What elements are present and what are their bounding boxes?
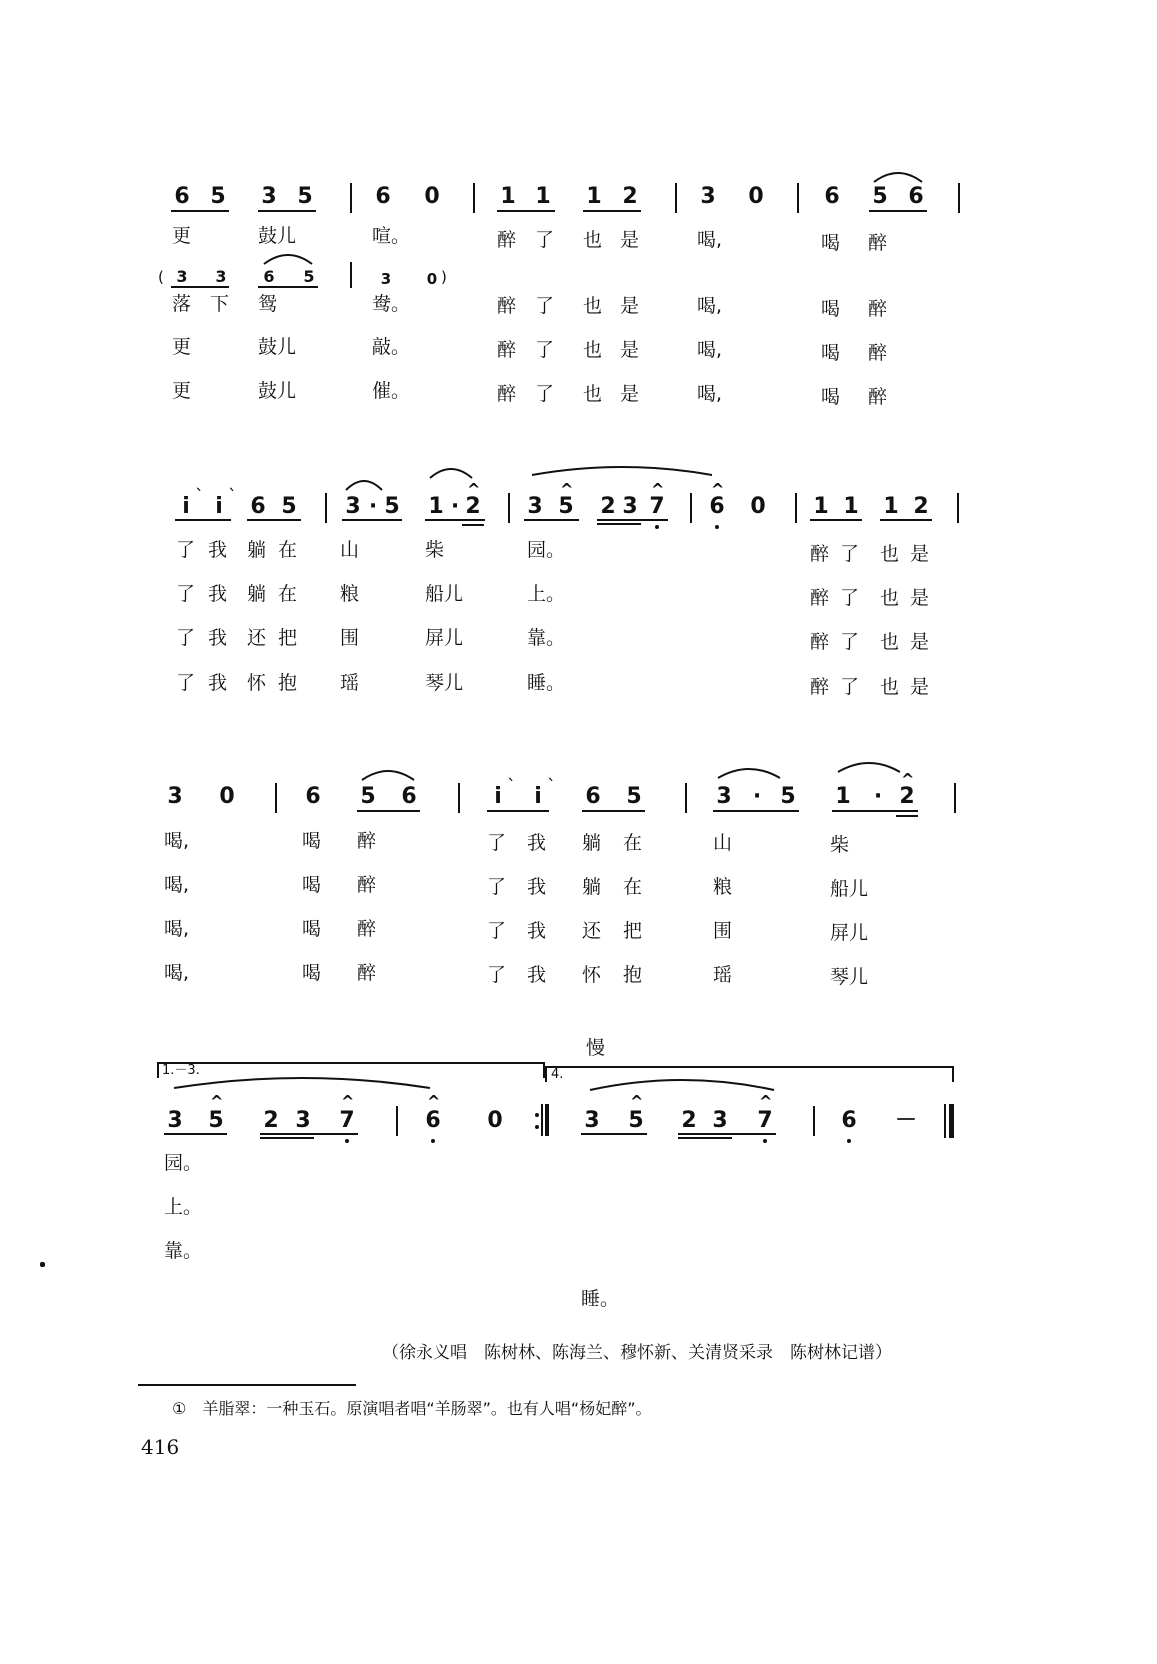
accent-mark: ^ bbox=[210, 1092, 224, 1111]
slur bbox=[836, 760, 902, 774]
beam bbox=[258, 210, 316, 212]
lyric: 也 bbox=[880, 631, 900, 653]
low-octave-dot bbox=[715, 525, 719, 529]
lyric: 园。 bbox=[164, 1152, 203, 1174]
lyric: 躺 bbox=[582, 876, 602, 898]
beam bbox=[524, 519, 579, 521]
lyric: 瑶 bbox=[713, 964, 733, 986]
lyric: 也 bbox=[583, 295, 603, 317]
lyric: 还 bbox=[582, 920, 602, 942]
accent-mark: ^ bbox=[467, 480, 481, 499]
lyric: 喝 bbox=[821, 386, 841, 408]
lyric: 了 bbox=[840, 543, 860, 565]
slur bbox=[428, 466, 474, 480]
lyric: 喝 bbox=[302, 918, 322, 940]
note: 2 bbox=[600, 494, 616, 519]
beam bbox=[342, 519, 402, 521]
accent-mark: ^ bbox=[759, 1092, 773, 1111]
lyric: 喝 bbox=[821, 298, 841, 320]
note: 5 bbox=[297, 184, 313, 209]
lyric: 喧。 bbox=[372, 225, 411, 247]
lyric: 靠。 bbox=[164, 1240, 203, 1262]
lyric: 喝 bbox=[302, 874, 322, 896]
barline bbox=[350, 262, 352, 288]
note: · bbox=[873, 784, 883, 809]
lyric: 我 bbox=[208, 672, 228, 694]
note: 3 bbox=[261, 184, 277, 209]
note: 2 bbox=[899, 784, 915, 809]
note: 6 bbox=[709, 494, 725, 519]
footnote: ① 羊脂翠：一种玉石。原演唱者唱“羊肠翠”。也有人唱“杨妃醉”。 bbox=[172, 1399, 652, 1418]
lyric: 喝, bbox=[697, 383, 723, 405]
lyric: 船儿 bbox=[830, 878, 869, 900]
beam bbox=[583, 210, 641, 212]
beam bbox=[832, 810, 918, 812]
lyric: 醉 bbox=[868, 386, 888, 408]
note: 5 bbox=[384, 494, 400, 519]
note: 6 bbox=[585, 784, 601, 809]
note: · bbox=[752, 784, 762, 809]
lyric: 上。 bbox=[164, 1196, 203, 1218]
lyric: 是 bbox=[620, 295, 640, 317]
note: 6 bbox=[425, 1108, 441, 1133]
note: 1 bbox=[586, 184, 602, 209]
barline bbox=[958, 183, 960, 213]
note: i bbox=[182, 494, 190, 519]
beam bbox=[258, 286, 318, 288]
lyric: 把 bbox=[623, 920, 643, 942]
final-barline-thick bbox=[949, 1104, 954, 1138]
volta-label-2: 4. bbox=[551, 1067, 564, 1082]
slur bbox=[588, 1076, 776, 1092]
note: 6 bbox=[824, 184, 840, 209]
lyric: 围 bbox=[340, 627, 360, 649]
lyric: 喝, bbox=[164, 874, 190, 896]
footnote-rule bbox=[138, 1384, 356, 1386]
lyric: 更 bbox=[172, 336, 192, 358]
accent-mark: ^ bbox=[901, 770, 915, 789]
beam bbox=[260, 1133, 358, 1135]
note: 3 bbox=[716, 784, 732, 809]
barline bbox=[797, 183, 799, 213]
lyric: 下 bbox=[210, 293, 230, 315]
beam bbox=[597, 519, 668, 521]
breath-mark: ˋ bbox=[547, 776, 556, 797]
low-octave-dot bbox=[763, 1139, 767, 1143]
breath-mark: ˋ bbox=[195, 486, 204, 507]
volta-label-1: 1.－3. bbox=[162, 1063, 200, 1078]
low-octave-dot bbox=[655, 525, 659, 529]
lyric: 琴儿 bbox=[425, 672, 464, 694]
note: 6 bbox=[263, 267, 275, 286]
beam bbox=[896, 815, 918, 817]
lyric: 怀 bbox=[582, 964, 602, 986]
slur bbox=[530, 463, 714, 477]
lyric: 在 bbox=[623, 876, 643, 898]
barline bbox=[795, 493, 797, 523]
note: 1 bbox=[428, 494, 444, 519]
lyric: 了 bbox=[176, 583, 196, 605]
accent-mark: ^ bbox=[711, 480, 725, 499]
barline bbox=[675, 183, 677, 213]
lyric: 了 bbox=[840, 587, 860, 609]
lyric: 喝 bbox=[821, 232, 841, 254]
lyric: 醉 bbox=[868, 342, 888, 364]
note: 6 bbox=[375, 184, 391, 209]
note: 7 bbox=[339, 1108, 355, 1133]
lyric: 抱 bbox=[278, 672, 298, 694]
lyric: 还 bbox=[247, 627, 267, 649]
lyric: 也 bbox=[583, 383, 603, 405]
lyric: 了 bbox=[176, 539, 196, 561]
lyric: 醉 bbox=[497, 229, 517, 251]
lyric: 醉 bbox=[868, 232, 888, 254]
lyric: 喝, bbox=[697, 295, 723, 317]
tempo-marking: 慢 bbox=[586, 1037, 606, 1059]
lyric: 躺 bbox=[582, 832, 602, 854]
slur bbox=[262, 252, 314, 266]
note: 3 bbox=[345, 494, 361, 519]
slur bbox=[716, 766, 782, 780]
note: 6 bbox=[174, 184, 190, 209]
lyric: 琴儿 bbox=[830, 966, 869, 988]
lyric: 围 bbox=[713, 920, 733, 942]
barline bbox=[473, 183, 475, 213]
note: 6 bbox=[250, 494, 266, 519]
note: 2 bbox=[681, 1108, 697, 1133]
note: 0 bbox=[424, 184, 440, 209]
lyric: 上。 bbox=[527, 583, 566, 605]
barline bbox=[957, 493, 959, 523]
note: 5 bbox=[780, 784, 796, 809]
note: 6 bbox=[401, 784, 417, 809]
note: 6 bbox=[841, 1108, 857, 1133]
lyric: 喝, bbox=[164, 918, 190, 940]
lyric: 粮 bbox=[340, 583, 360, 605]
beam bbox=[425, 519, 485, 521]
lyric: 瑶 bbox=[340, 672, 360, 694]
slur bbox=[360, 768, 416, 782]
beam bbox=[810, 519, 862, 521]
lyric: 鸯。 bbox=[372, 293, 411, 315]
lyric: 我 bbox=[208, 627, 228, 649]
note: 3 bbox=[295, 1108, 311, 1133]
lyric: 是 bbox=[910, 631, 930, 653]
lyric: 我 bbox=[208, 583, 228, 605]
beam bbox=[597, 523, 641, 525]
lyric: 我 bbox=[527, 876, 547, 898]
note: 0 bbox=[750, 494, 766, 519]
note: 0 bbox=[748, 184, 764, 209]
beam bbox=[582, 810, 645, 812]
note: 5 bbox=[872, 184, 888, 209]
lyric: 我 bbox=[527, 832, 547, 854]
lyric: 屏儿 bbox=[425, 627, 464, 649]
lyric: 了 bbox=[840, 631, 860, 653]
lyric: 船儿 bbox=[425, 583, 464, 605]
lyric: 是 bbox=[620, 229, 640, 251]
lyric: 醉 bbox=[810, 676, 830, 698]
lyric: 更 bbox=[172, 225, 192, 247]
lyric: 鼓儿 bbox=[258, 336, 297, 358]
beam bbox=[171, 286, 229, 288]
lyric: 屏儿 bbox=[830, 922, 869, 944]
lyric: 落 bbox=[172, 293, 192, 315]
lyric: 了 bbox=[487, 832, 507, 854]
lyric: 是 bbox=[910, 676, 930, 698]
lyric: 也 bbox=[880, 543, 900, 565]
note: 3 bbox=[380, 270, 392, 288]
beam bbox=[164, 1133, 227, 1135]
lyric: 是 bbox=[910, 587, 930, 609]
note: 3 bbox=[167, 1108, 183, 1133]
note: 1 bbox=[813, 494, 829, 519]
note: 2 bbox=[913, 494, 929, 519]
beam bbox=[581, 1133, 647, 1135]
note: i bbox=[494, 784, 502, 809]
beam bbox=[357, 810, 420, 812]
note: 5 bbox=[210, 184, 226, 209]
lyric: 了 bbox=[176, 627, 196, 649]
low-octave-dot bbox=[431, 1139, 435, 1143]
lyric: 了 bbox=[176, 672, 196, 694]
note: 1 bbox=[500, 184, 516, 209]
lyric: 了 bbox=[535, 229, 555, 251]
lyric: 粮 bbox=[713, 876, 733, 898]
lyric: 喝 bbox=[302, 830, 322, 852]
note: 3 bbox=[215, 267, 227, 286]
barline bbox=[690, 493, 692, 523]
barline bbox=[954, 783, 956, 813]
beam bbox=[678, 1137, 732, 1139]
final-barline bbox=[944, 1104, 946, 1138]
beam bbox=[487, 810, 549, 812]
lyric: 我 bbox=[527, 964, 547, 986]
note: 3 bbox=[176, 267, 188, 286]
lyric: 山 bbox=[340, 539, 360, 561]
lyric: 敲。 bbox=[372, 336, 411, 358]
barline bbox=[325, 493, 327, 523]
lyric: 了 bbox=[487, 876, 507, 898]
note: 3 bbox=[167, 784, 183, 809]
lyric: 了 bbox=[535, 339, 555, 361]
breath-mark: ˋ bbox=[507, 776, 516, 797]
stray-dot bbox=[40, 1262, 45, 1267]
repeat-barline-thick bbox=[545, 1104, 549, 1136]
beam bbox=[462, 524, 484, 526]
note: 3 bbox=[712, 1108, 728, 1133]
variant-paren: ) bbox=[441, 268, 447, 286]
barline bbox=[508, 493, 510, 523]
lyric: 更 bbox=[172, 380, 192, 402]
note: 0 bbox=[426, 270, 438, 288]
lyric: 喝 bbox=[821, 342, 841, 364]
lyric: 醉 bbox=[810, 631, 830, 653]
lyric: 醉 bbox=[357, 874, 377, 896]
slur bbox=[172, 1074, 432, 1090]
note: 3 bbox=[527, 494, 543, 519]
note: 2 bbox=[263, 1108, 279, 1133]
lyric: 催。 bbox=[372, 380, 411, 402]
lyric: 抱 bbox=[623, 964, 643, 986]
slur bbox=[344, 478, 384, 492]
lyric: 鸳 bbox=[258, 293, 278, 315]
accent-mark: ^ bbox=[341, 1092, 355, 1111]
lyric: 睡。 bbox=[581, 1288, 620, 1310]
accent-mark: ^ bbox=[630, 1092, 644, 1111]
lyric: 我 bbox=[208, 539, 228, 561]
note: 7 bbox=[649, 494, 665, 519]
lyric: 躺 bbox=[247, 583, 267, 605]
lyric: 醉 bbox=[497, 383, 517, 405]
note: 5 bbox=[626, 784, 642, 809]
lyric: 醉 bbox=[868, 298, 888, 320]
barline bbox=[458, 783, 460, 813]
repeat-dot bbox=[535, 1113, 539, 1117]
lyric: 醉 bbox=[810, 543, 830, 565]
lyric: 怀 bbox=[247, 672, 267, 694]
barline bbox=[275, 783, 277, 813]
note: 5 bbox=[628, 1108, 644, 1133]
note: 6 bbox=[908, 184, 924, 209]
beam bbox=[497, 210, 555, 212]
lyric: 把 bbox=[278, 627, 298, 649]
beam bbox=[175, 519, 231, 521]
barline bbox=[396, 1106, 398, 1136]
lyric: 是 bbox=[910, 543, 930, 565]
note: － bbox=[895, 1108, 918, 1133]
lyric: 喝, bbox=[164, 962, 190, 984]
note: 5 bbox=[281, 494, 297, 519]
lyric: 了 bbox=[535, 383, 555, 405]
barline bbox=[813, 1106, 815, 1136]
lyric: 醉 bbox=[357, 962, 377, 984]
note: 1 bbox=[535, 184, 551, 209]
lyric: 在 bbox=[278, 583, 298, 605]
note: 5 bbox=[558, 494, 574, 519]
lyric: 喝, bbox=[164, 830, 190, 852]
note: 2 bbox=[622, 184, 638, 209]
lyric: 是 bbox=[620, 383, 640, 405]
lyric: 了 bbox=[840, 676, 860, 698]
note: 7 bbox=[757, 1108, 773, 1133]
note: 0 bbox=[487, 1108, 503, 1133]
credit-line: （徐永义唱 陈树林、陈海兰、穆怀新、关清贤采录 陈树林记谱） bbox=[382, 1343, 892, 1363]
note: 5 bbox=[208, 1108, 224, 1133]
barline bbox=[685, 783, 687, 813]
beam bbox=[171, 210, 229, 212]
lyric: 鼓儿 bbox=[258, 380, 297, 402]
breath-mark: ˋ bbox=[228, 486, 237, 507]
note: 3 bbox=[700, 184, 716, 209]
note: i bbox=[534, 784, 542, 809]
note: 1 bbox=[883, 494, 899, 519]
note: 2 bbox=[465, 494, 481, 519]
beam bbox=[713, 810, 799, 812]
lyric: 山 bbox=[713, 832, 733, 854]
note: 6 bbox=[305, 784, 321, 809]
lyric: 我 bbox=[527, 920, 547, 942]
low-octave-dot bbox=[847, 1139, 851, 1143]
beam bbox=[880, 519, 932, 521]
beam bbox=[247, 519, 301, 521]
lyric: 也 bbox=[880, 587, 900, 609]
beam bbox=[869, 210, 927, 212]
variant-paren: ( bbox=[158, 268, 164, 286]
page-number: 416 bbox=[141, 1435, 180, 1459]
lyric: 在 bbox=[623, 832, 643, 854]
lyric: 靠。 bbox=[527, 627, 566, 649]
low-octave-dot bbox=[345, 1139, 349, 1143]
lyric: 园。 bbox=[527, 539, 566, 561]
note: 5 bbox=[360, 784, 376, 809]
lyric: 醉 bbox=[357, 830, 377, 852]
lyric: 了 bbox=[535, 295, 555, 317]
slur bbox=[872, 170, 924, 184]
accent-mark: ^ bbox=[560, 480, 574, 499]
lyric: 在 bbox=[278, 539, 298, 561]
lyric: 也 bbox=[583, 339, 603, 361]
beam bbox=[678, 1133, 776, 1135]
lyric: 睡。 bbox=[527, 672, 566, 694]
accent-mark: ^ bbox=[651, 480, 665, 499]
lyric: 醉 bbox=[497, 339, 517, 361]
lyric: 也 bbox=[583, 229, 603, 251]
lyric: 了 bbox=[487, 920, 507, 942]
lyric: 躺 bbox=[247, 539, 267, 561]
note: i bbox=[215, 494, 223, 519]
lyric: 也 bbox=[880, 676, 900, 698]
note: 5 bbox=[303, 267, 315, 286]
lyric: 喝 bbox=[302, 962, 322, 984]
lyric: 了 bbox=[487, 964, 507, 986]
lyric: 鼓儿 bbox=[258, 225, 297, 247]
repeat-barline bbox=[541, 1104, 543, 1136]
note: 1 bbox=[835, 784, 851, 809]
lyric: 喝, bbox=[697, 229, 723, 251]
note: 3 bbox=[622, 494, 638, 519]
note: 1 bbox=[843, 494, 859, 519]
beam bbox=[260, 1137, 314, 1139]
lyric: 喝, bbox=[697, 339, 723, 361]
lyric: 醉 bbox=[497, 295, 517, 317]
lyric: 柴 bbox=[425, 539, 445, 561]
note: 3 bbox=[584, 1108, 600, 1133]
note: · bbox=[368, 494, 378, 519]
lyric: 是 bbox=[620, 339, 640, 361]
note: · bbox=[450, 494, 460, 519]
repeat-dot bbox=[535, 1125, 539, 1129]
lyric: 醉 bbox=[357, 918, 377, 940]
accent-mark: ^ bbox=[427, 1092, 441, 1111]
note: 0 bbox=[219, 784, 235, 809]
barline bbox=[350, 183, 352, 213]
lyric: 醉 bbox=[810, 587, 830, 609]
lyric: 柴 bbox=[830, 834, 850, 856]
